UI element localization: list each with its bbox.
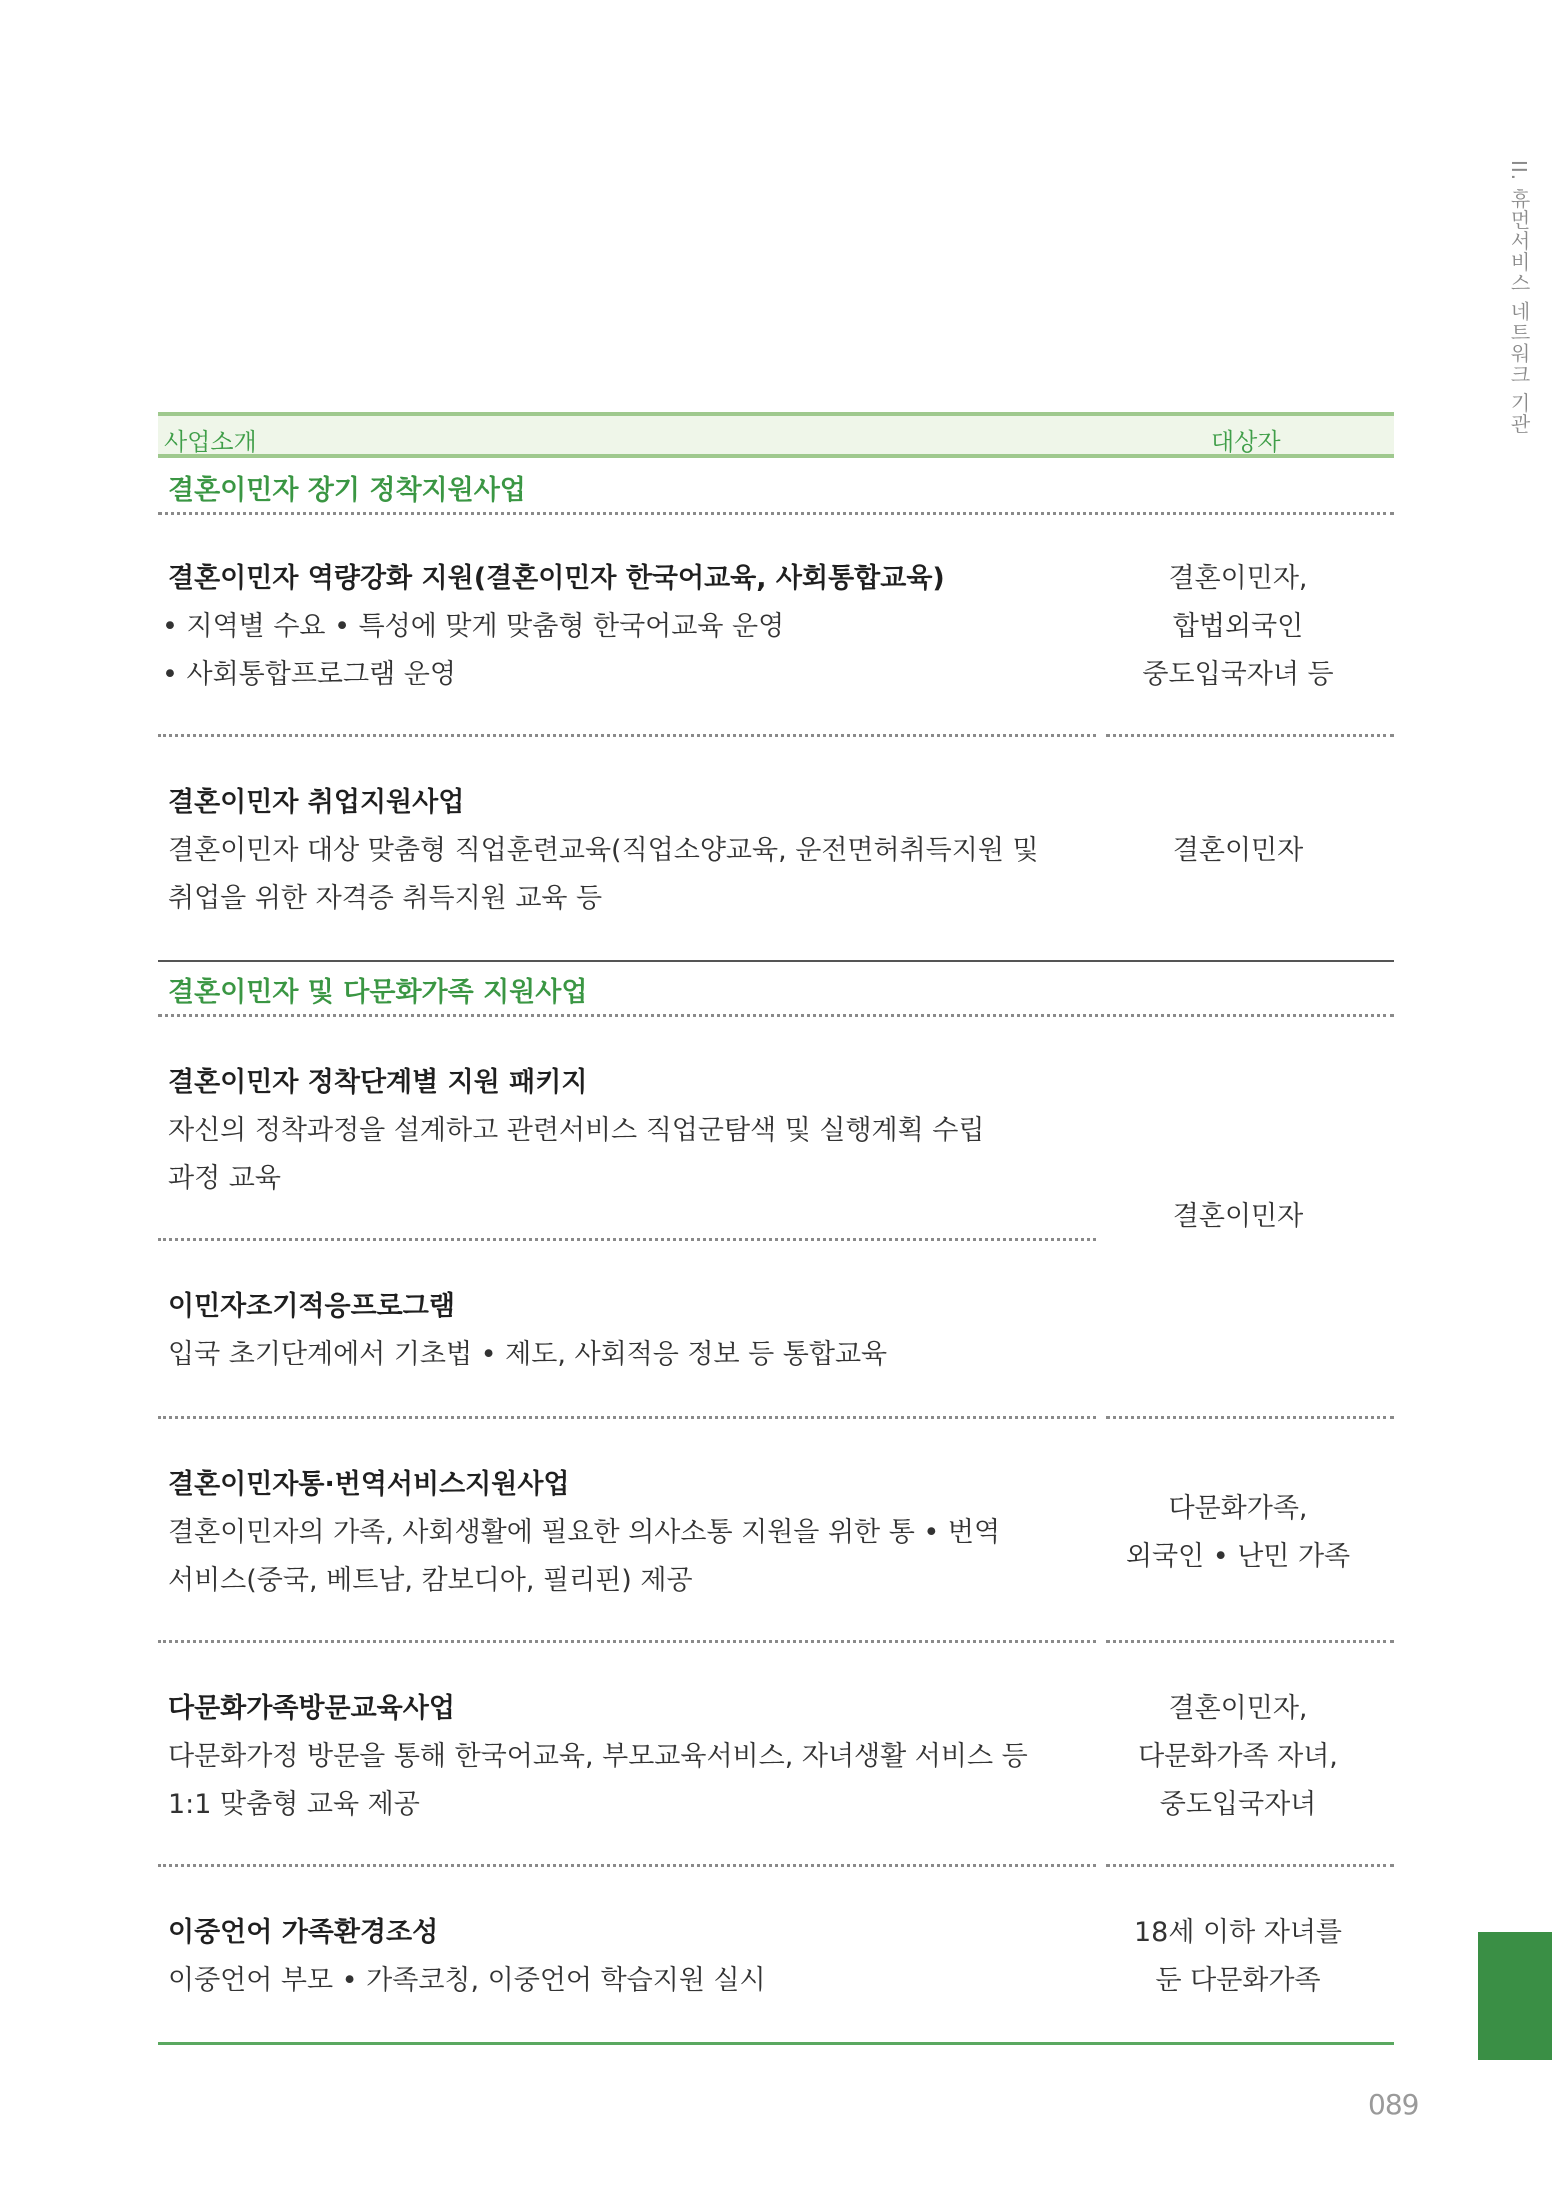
- program-title: 이민자조기적응프로그램: [168, 1291, 455, 1322]
- dotted-divider: [158, 1864, 1096, 1867]
- program-description: 다문화가정 방문을 통해 한국어교육, 부모교육서비스, 자녀생활 서비스 등: [168, 1741, 1028, 1772]
- program-description: 이중언어 부모 • 가족코칭, 이중언어 학습지원 실시: [168, 1965, 766, 1996]
- program-description: • 사회통합프로그램 운영: [162, 659, 456, 690]
- program-title: 결혼이민자 취업지원사업: [168, 787, 465, 818]
- page-number: 089: [1368, 2088, 1419, 2121]
- program-title: 결혼이민자 정착단계별 지원 패키지: [168, 1067, 588, 1098]
- chapter-side-tab: [1478, 1932, 1552, 2060]
- program-title: 다문화가족방문교육사업: [168, 1693, 455, 1724]
- section-title: 결혼이민자 및 다문화가족 지원사업: [168, 977, 588, 1008]
- program-description: • 지역별 수요 • 특성에 맞게 맞춤형 한국어교육 운영: [162, 611, 785, 642]
- dotted-divider: [1106, 1864, 1394, 1867]
- program-description: 결혼이민자 대상 맞춤형 직업훈련교육(직업소양교육, 운전면허취득지원 및: [168, 835, 1039, 866]
- dotted-divider: [158, 734, 1096, 737]
- dotted-divider: [158, 1416, 1096, 1419]
- dotted-divider: [1106, 1640, 1394, 1643]
- program-description: 자신의 정착과정을 설계하고 관련서비스 직업군탐색 및 실행계획 수립: [168, 1115, 985, 1146]
- section-divider: [158, 960, 1394, 962]
- section-title: 결혼이민자 장기 정착지원사업: [168, 475, 526, 506]
- header-program-intro: 사업소개: [164, 428, 257, 456]
- header-target: 대상자: [1211, 428, 1281, 456]
- target-group: 다문화가족,: [1168, 1493, 1308, 1524]
- dotted-divider: [158, 1238, 1096, 1241]
- target-group: 결혼이민자,: [1168, 1693, 1308, 1724]
- dotted-divider: [158, 1014, 1394, 1017]
- program-description: 취업을 위한 자격증 취득지원 교육 등: [168, 883, 603, 914]
- program-description: 과정 교육: [168, 1163, 281, 1194]
- program-title: 결혼이민자 역량강화 지원(결혼이민자 한국어교육, 사회통합교육): [168, 563, 945, 594]
- target-group: 중도입국자녀: [1159, 1789, 1317, 1820]
- program-title: 이중언어 가족환경조성: [168, 1917, 439, 1948]
- program-title: 결혼이민자통·번역서비스지원사업: [168, 1469, 570, 1500]
- dotted-divider: [158, 512, 1394, 515]
- target-group: 18세 이하 자녀를: [1133, 1917, 1342, 1948]
- target-group: 외국인 • 난민 가족: [1125, 1541, 1351, 1572]
- table-header: [158, 412, 1394, 458]
- target-group: 합법외국인: [1172, 611, 1304, 642]
- program-table: [158, 412, 1394, 1996]
- dotted-divider: [158, 1640, 1096, 1643]
- dotted-divider: [1106, 734, 1394, 737]
- target-group: 결혼이민자: [1172, 1201, 1304, 1232]
- target-group: 중도입국자녀 등: [1142, 659, 1334, 690]
- program-description: 결혼이민자의 가족, 사회생활에 필요한 의사소통 지원을 위한 통 • 번역: [168, 1517, 1001, 1548]
- program-description: 서비스(중국, 베트남, 캄보디아, 필리핀) 제공: [168, 1565, 693, 1596]
- program-description: 1:1 맞춤형 교육 제공: [168, 1789, 420, 1820]
- target-group: 결혼이민자,: [1168, 563, 1308, 594]
- chapter-side-label: II. 휴먼서비스 네트워크 기관: [1507, 160, 1531, 435]
- target-group: 결혼이민자: [1172, 835, 1304, 866]
- table-bottom-border: [158, 2042, 1394, 2045]
- target-group: 다문화가족 자녀,: [1138, 1741, 1338, 1772]
- dotted-divider: [1106, 1416, 1394, 1419]
- target-group: 둔 다문화가족: [1155, 1965, 1321, 1996]
- program-description: 입국 초기단계에서 기초법 • 제도, 사회적응 정보 등 통합교육: [168, 1339, 888, 1370]
